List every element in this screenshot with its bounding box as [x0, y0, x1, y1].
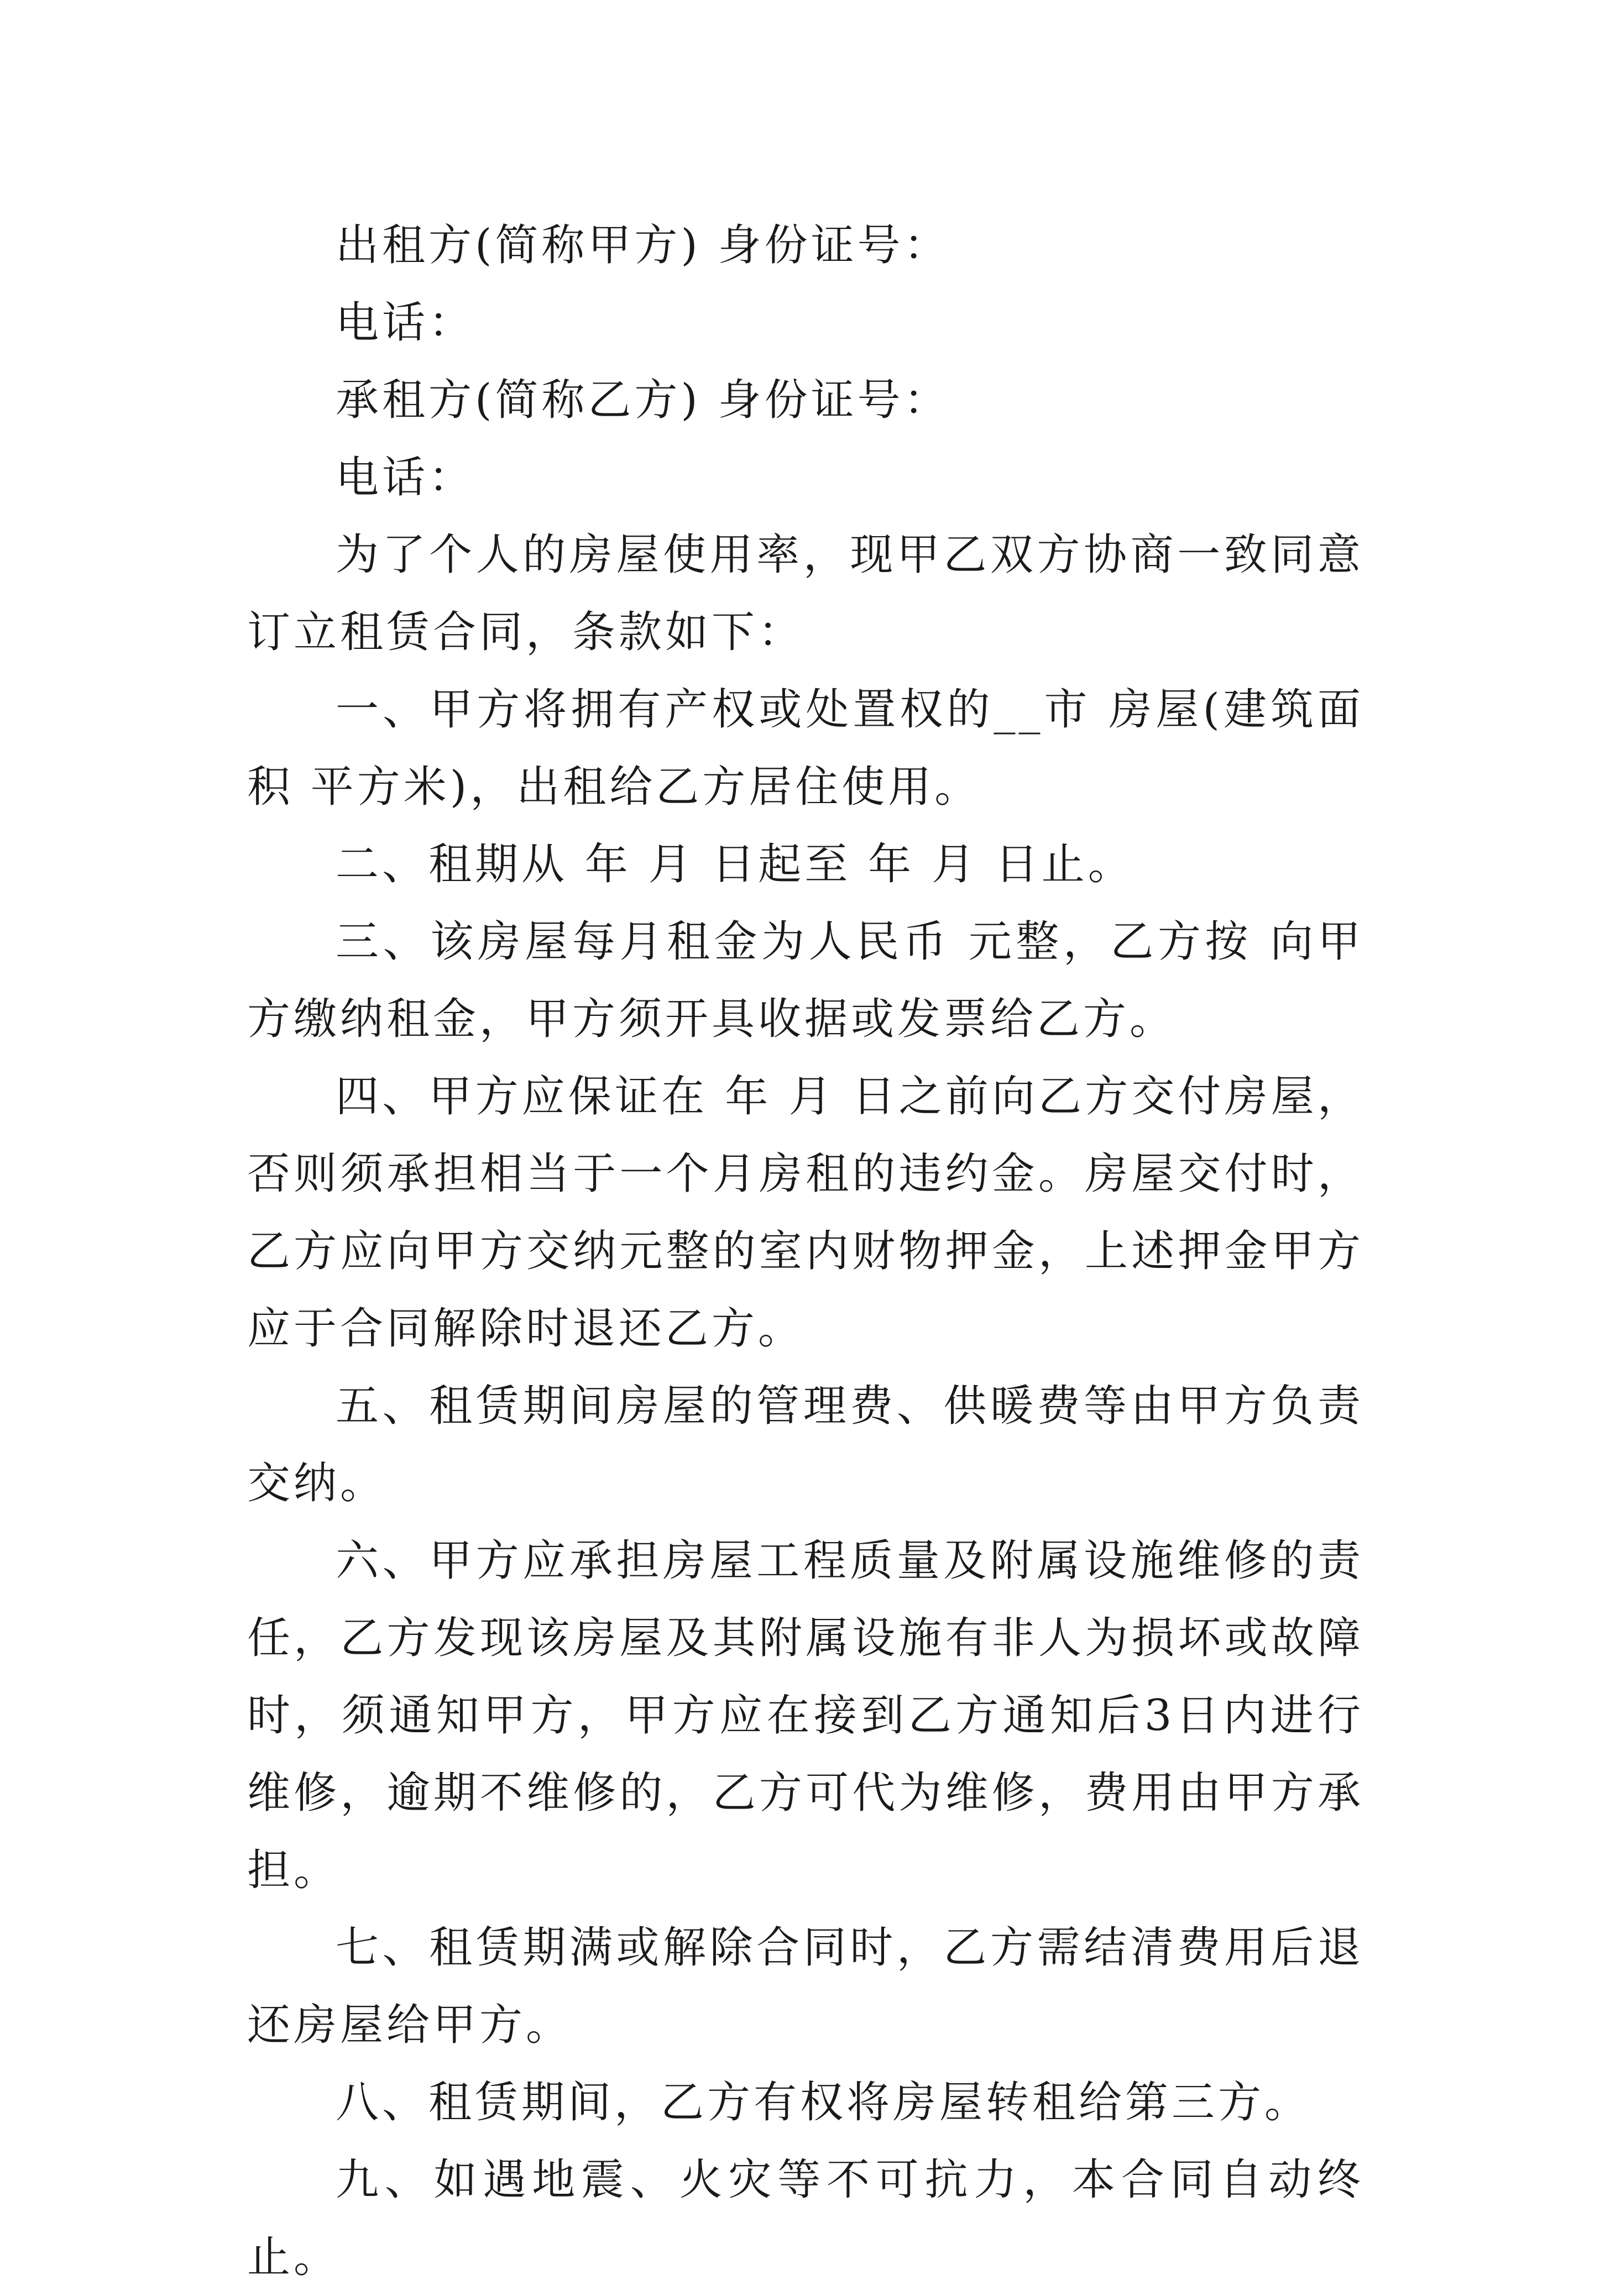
clause-2: 二、租期从 年 月 日起至 年 月 日止。	[336, 840, 1134, 889]
lessor-phone-line: 电话：	[336, 298, 475, 348]
preamble-paragraph: 为了个人的房屋使用率，现甲乙双方协商一致同意订立租赁合同，条款如下：	[247, 530, 1364, 657]
clause-7: 七、租赁期满或解除合同时，乙方需结清费用后退还房屋给甲方。	[247, 1923, 1364, 2050]
lessee-id-line: 承租方(简称乙方) 身份证号：	[336, 375, 950, 425]
clause-3: 三、该房屋每月租金为人民币 元整，乙方按 向甲方缴纳租金，甲方须开具收据或发票给乙方。	[247, 917, 1364, 1044]
clause-8: 八、租赁期间，乙方有权将房屋转租给第三方。	[336, 2078, 1311, 2127]
contract-body	[247, 207, 1364, 2296]
clause-9: 九、如遇地震、火灾等不可抗力，本合同自动终止。	[247, 2155, 1364, 2282]
lessor-id-line: 出租方(简称甲方) 身份证号：	[336, 221, 950, 270]
clause-4: 四、甲方应保证在 年 月 日之前向乙方交付房屋，否则须承担相当于一个月房租的违约金。房屋交付时，乙方应向甲方交纳元整的室内财物押金，上述押金甲方应于合同解除时退还乙方。	[247, 1072, 1364, 1354]
clause-6: 六、甲方应承担房屋工程质量及附属设施维修的责任，乙方发现该房屋及其附属设施有非人为损坏或故障时，须通知甲方，甲方应在接到乙方通知后3日内进行维修，逾期不维修的，乙方可代为维修，费用由甲方承担。	[247, 1536, 1364, 1895]
lessee-phone-line: 电话：	[336, 453, 475, 502]
clause-5: 五、租赁期间房屋的管理费、供暖费等由甲方负责交纳。	[247, 1381, 1364, 1508]
clause-1: 一、甲方将拥有产权或处置权的__市 房屋(建筑面积 平方米)，出租给乙方居住使用。	[247, 685, 1364, 812]
